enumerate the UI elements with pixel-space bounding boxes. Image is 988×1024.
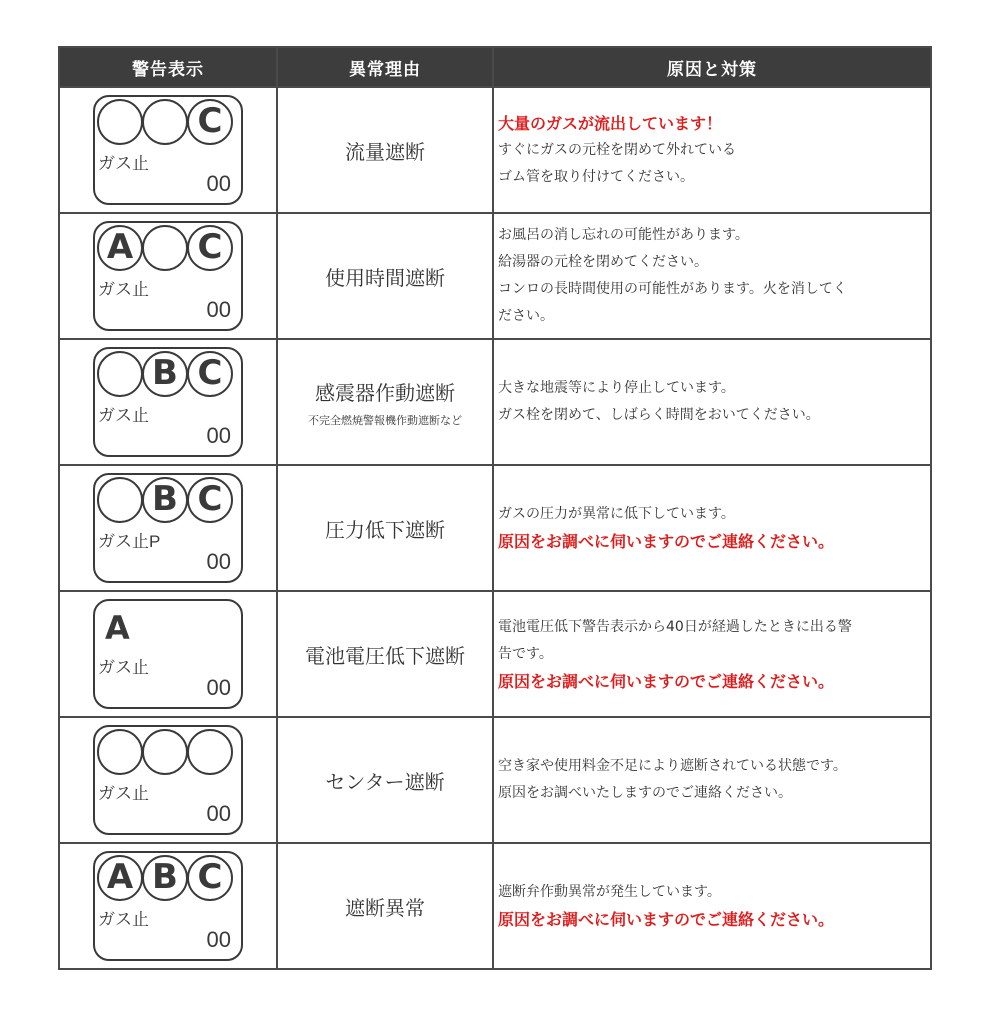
- indicator-lamp-icon: B: [142, 351, 188, 397]
- display-code: 00: [206, 297, 231, 322]
- gas-stop-label: ガス止: [98, 406, 149, 425]
- indicator-lamp-icon: B: [142, 855, 188, 901]
- display-code: 00: [206, 801, 231, 826]
- table-row: [59, 843, 931, 969]
- abnormal-reason-cell: [277, 87, 493, 213]
- indicator-lamps: [97, 855, 243, 901]
- indicator-lamp-icon: [142, 225, 188, 271]
- indicator-lamp-icon: C: [187, 351, 233, 397]
- cause-and-measure-cell: [493, 717, 931, 843]
- indicator-lamp-icon: [97, 99, 143, 145]
- indicator-lamps: [97, 477, 243, 523]
- cause-text: 給湯器の元栓を閉めてください。: [498, 254, 708, 270]
- cause-text: 電池電圧低下警告表示から40日が経過したときに出る警: [498, 618, 852, 635]
- cause-and-measure-cell: [493, 213, 931, 339]
- indicator-lamp-icon: A: [97, 855, 143, 901]
- meter-display-panel: [93, 95, 243, 205]
- meter-display-panel: [93, 473, 243, 583]
- indicator-lamp-icon: C: [187, 225, 233, 271]
- cause-text: ガスの圧力が異常に低下しています。: [498, 506, 735, 522]
- meter-display-panel: [93, 599, 243, 709]
- cause-text: すぐにガスの元栓を閉めて外れている: [498, 141, 736, 158]
- cause-text: 遮断弁作動異常が発生しています。: [498, 884, 721, 900]
- abnormal-reason-cell: [277, 339, 493, 465]
- table-row: [59, 213, 931, 339]
- abnormal-reason-cell: [277, 213, 493, 339]
- display-code: 00: [206, 171, 231, 196]
- indicator-lamps: [97, 99, 243, 145]
- reason-subtitle: 不完全燃焼警報機作動遮断など: [308, 413, 462, 427]
- gas-stop-label: ガス止: [98, 910, 149, 929]
- cause-text: ゴム管を取り付けてください。: [498, 168, 694, 185]
- display-code: 00: [206, 675, 231, 700]
- gas-stop-label: ガス止: [98, 658, 149, 677]
- header-warning-display: 警告表示: [59, 47, 277, 87]
- cause-text: コンロの長時間使用の可能性があります。火を消してく: [498, 281, 847, 297]
- header-cause-and-measure: 原因と対策: [493, 47, 931, 87]
- cause-text: 空き家や使用料金不足により遮断されている状態です。: [498, 758, 847, 774]
- table-row: [59, 87, 931, 213]
- abnormal-reason-cell: [277, 465, 493, 591]
- table-row: [59, 717, 931, 843]
- cause-and-measure-cell: [493, 591, 931, 717]
- cause-text: ださい。: [498, 308, 554, 324]
- indicator-lamp-icon: C: [187, 477, 233, 523]
- abnormal-reason-cell: [277, 717, 493, 843]
- table-body: [59, 87, 931, 969]
- table-row: [59, 591, 931, 717]
- gas-stop-label: ガス止: [98, 280, 149, 299]
- cause-and-measure-cell: [493, 843, 931, 969]
- cause-text: お風呂の消し忘れの可能性があります。: [498, 227, 749, 243]
- table-row: [59, 339, 931, 465]
- indicator-lamp-icon: A: [97, 225, 143, 271]
- indicator-lamp-icon: [97, 351, 143, 397]
- alert-message: 大量のガスが流出しています！: [498, 113, 723, 133]
- indicator-lamps: [97, 729, 243, 775]
- alert-message: 原因をお調べに伺いますのでご連絡ください。: [498, 910, 835, 929]
- reason-title: 圧力低下遮断: [325, 517, 445, 542]
- cause-text: 告です。: [498, 645, 553, 662]
- cause-and-measure-cell: [493, 465, 931, 591]
- indicator-lamp-icon: [142, 729, 188, 775]
- abnormal-reason-cell: [277, 843, 493, 969]
- alert-message: 原因をお調べに伺いますのでご連絡ください。: [498, 671, 835, 691]
- indicator-lamp-icon: C: [187, 99, 233, 145]
- warning-display-cell: [59, 87, 277, 213]
- reason-title: 電池電圧低下遮断: [305, 643, 465, 668]
- indicator-lamp-icon: [187, 729, 233, 775]
- gas-stop-label: ガス止: [98, 154, 149, 173]
- reason-title: 使用時間遮断: [325, 265, 445, 290]
- indicator-lamp-icon: B: [142, 477, 188, 523]
- display-code: 00: [206, 927, 231, 952]
- header-abnormal-reason: 異常理由: [277, 47, 493, 87]
- warning-display-cell: [59, 843, 277, 969]
- cause-and-measure-cell: [493, 339, 931, 465]
- warning-table: [58, 46, 932, 970]
- gas-stop-label: ガス止P: [98, 532, 161, 551]
- warning-display-cell: [59, 591, 277, 717]
- indicator-lamp-icon: [97, 477, 143, 523]
- meter-display-panel: [93, 347, 243, 457]
- meter-display-panel: [93, 221, 243, 331]
- cause-text: 大きな地震等により停止しています。: [498, 380, 735, 396]
- display-code: 00: [206, 549, 231, 574]
- cause-text: ガス栓を閉めて、しばらく時間をおいてください。: [498, 407, 820, 423]
- indicator-lamps: [97, 225, 243, 271]
- gas-stop-label: ガス止: [98, 784, 149, 803]
- abnormal-reason-cell: [277, 591, 493, 717]
- indicator-letter: A: [105, 609, 130, 647]
- reason-title: 遮断異常: [345, 895, 425, 920]
- warning-display-cell: [59, 339, 277, 465]
- indicator-lamps: [97, 351, 243, 397]
- warning-display-cell: [59, 213, 277, 339]
- indicator-lamp-icon: [97, 729, 143, 775]
- meter-display-panel: [93, 851, 243, 961]
- table-header-row: [59, 47, 931, 87]
- display-code: 00: [206, 423, 231, 448]
- indicator-lamp-icon: C: [187, 855, 233, 901]
- meter-display-panel: [93, 725, 243, 835]
- table-row: [59, 465, 931, 591]
- warning-display-cell: [59, 717, 277, 843]
- cause-and-measure-cell: [493, 87, 931, 213]
- indicator-lamp-icon: [142, 99, 188, 145]
- reason-title: 感震器作動遮断: [315, 380, 455, 405]
- alert-message: 原因をお調べに伺いますのでご連絡ください。: [498, 532, 835, 551]
- reason-title: 流量遮断: [345, 139, 425, 164]
- cause-text: 原因をお調べいたしますのでご連絡ください。: [498, 785, 792, 801]
- reason-title: センター遮断: [325, 769, 445, 794]
- warning-display-cell: [59, 465, 277, 591]
